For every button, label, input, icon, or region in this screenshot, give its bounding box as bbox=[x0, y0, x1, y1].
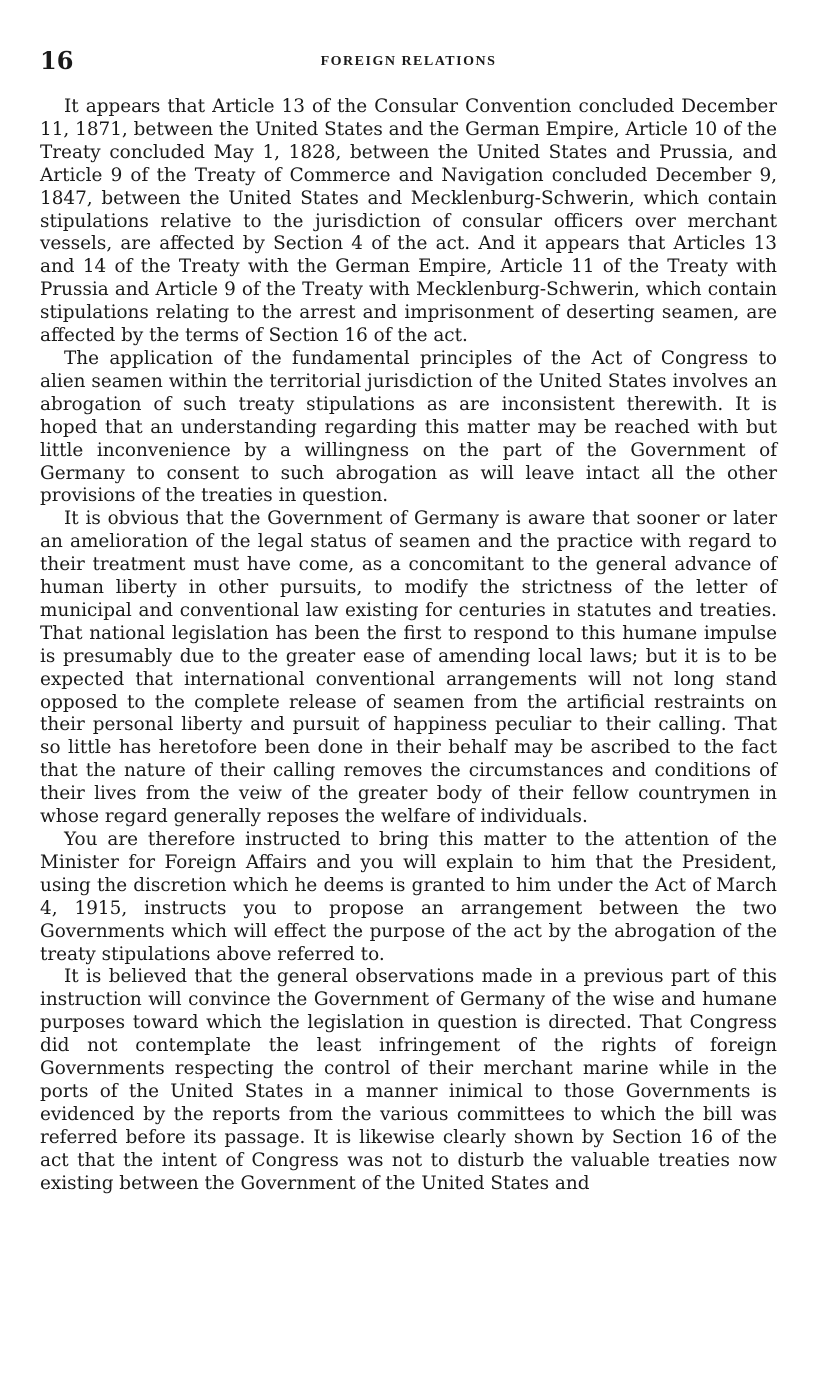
paragraph: It is obvious that the Government of Germany is aware that sooner or later an amelioration of the legal status of seamen and the practice with regard to their treatment must have come, as a concomitant to the general advance of human liberty in other pursuits, to modify the strictness of the letter of municipal and conventional law existing for centuries in statutes and treaties. That national legislation has been the first to respond to this humane impulse is presumably due to the greater ease of amending local laws; but it is to be expected that international conventional arrangements will not long stand opposed to the complete release of seamen from the artificial restraints on their personal liberty and pursuit of happiness peculiar to their calling. That so little has heretofore been done in their behalf may be ascribed to the fact that the nature of their calling removes the circumstances and conditions of their lives from the veiw of the greater body of their fellow countrymen in whose regard generally reposes the welfare of individuals. bbox=[40, 508, 777, 828]
paragraph: The application of the fundamental principles of the Act of Congress to alien seamen within the territorial jurisdiction of the United States involves an abrogation of such treaty stipulations as are inconsistent therewith. It is hoped that an understanding regarding this matter may be reached with but little inconvenience by a willingness on the part of the Government of Germany to consent to such abrogation as will leave intact all the other provisions of the treaties in question. bbox=[40, 347, 777, 507]
running-head: FOREIGN RELATIONS bbox=[320, 54, 497, 69]
paragraph: It is believed that the general observations made in a previous part of this instruction will convince the Government of Germany of the wise and humane purposes toward which the legislation in question is directed. That Congress did not contemplate the least infringement of the rights of foreign Governments respecting the control of their merchant marine while in the ports of the United States in a manner inimical to those Governments is evidenced by the reports from the various committees to which the bill was referred before its passage. It is likewise clearly shown by Section 16 of the act that the intent of Congress was not to disturb the valuable treaties now existing between the Government of the United States and bbox=[40, 966, 777, 1194]
page-number: 16 bbox=[40, 46, 74, 75]
page-header bbox=[40, 46, 777, 80]
body-text bbox=[40, 96, 777, 1196]
paragraph: You are therefore instructed to bring this matter to the attention of the Minister for Foreign Affairs and you will explain to him that the President, using the discretion which he deems is granted to him under the Act of March 4, 1915, instructs you to propose an arrangement between the two Governments which will effect the purpose of the act by the abrogation of the treaty stipulations above referred to. bbox=[40, 829, 777, 965]
paragraph: It appears that Article 13 of the Consular Convention concluded December 11, 1871, between the United States and the German Empire, Article 10 of the Treaty concluded May 1, 1828, between the United States and Prussia, and Article 9 of the Treaty of Commerce and Navigation concluded December 9, 1847, between the United States and Mecklenburg-Schwerin, which contain stipulations relative to the jurisdiction of consular officers over merchant vessels, are affected by Section 4 of the act. And it appears that Articles 13 and 14 of the Treaty with the German Empire, Article 11 of the Treaty with Prussia and Article 9 of the Treaty with Mecklenburg-Schwerin, which contain stipulations relating to the arrest and imprisonment of deserting seamen, are affected by the terms of Section 16 of the act. bbox=[40, 96, 777, 347]
